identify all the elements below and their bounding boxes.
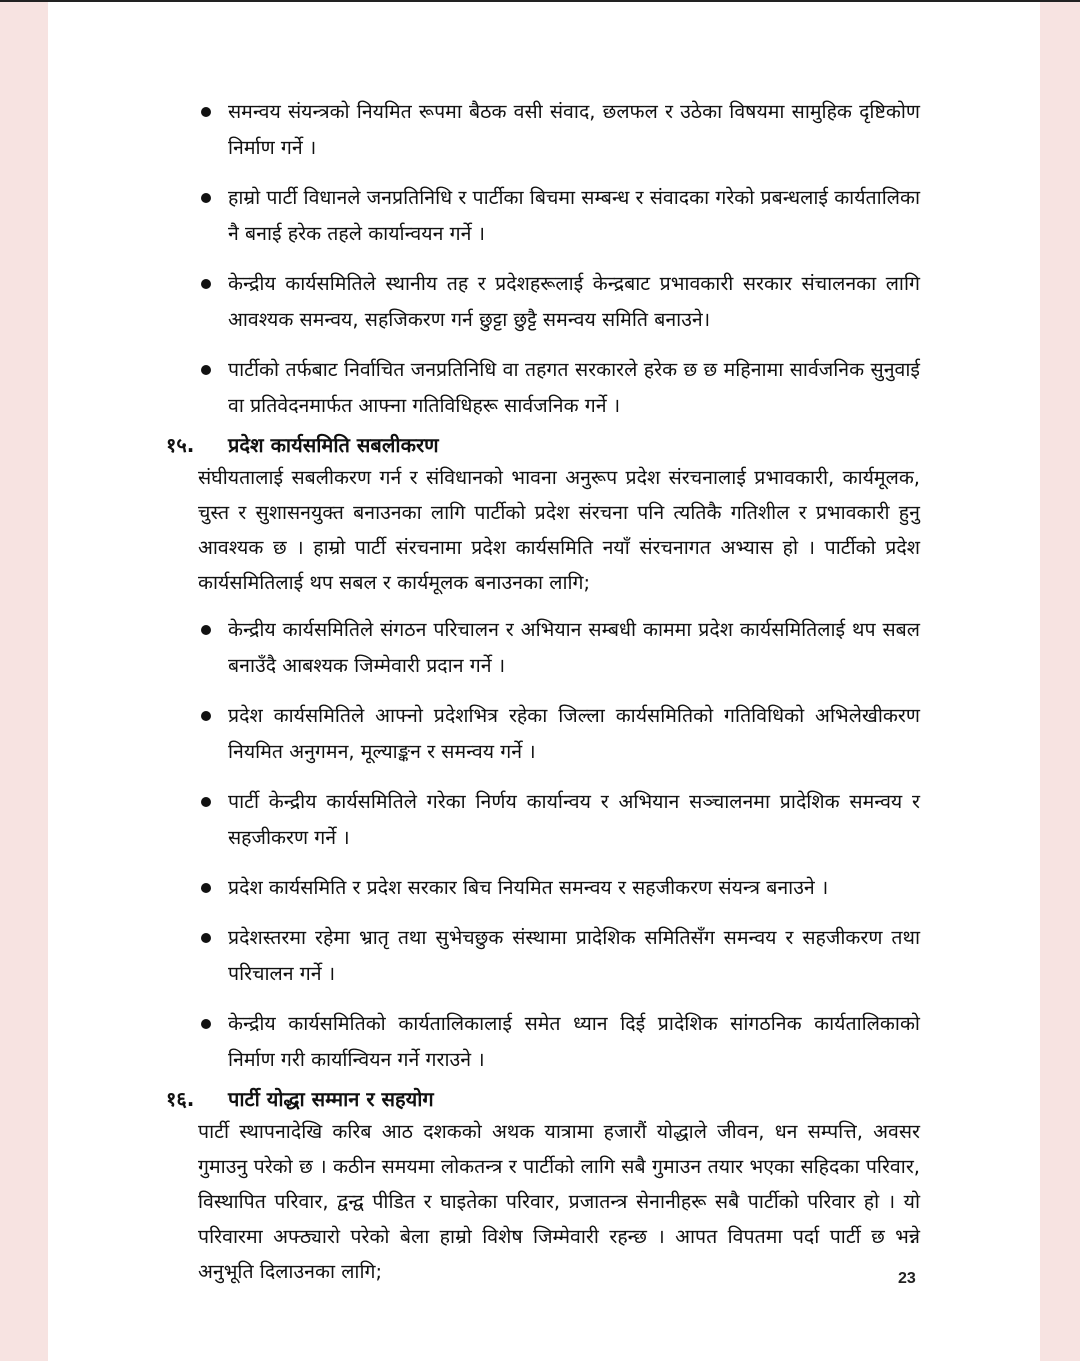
list-item-text: केन्द्रीय कार्यसमितिले स्थानीय तह र प्रदेशहरूलाई केन्द्रबाट प्रभावकारी सरकार संचालनका लागि आवश्यक समन्वय, सहजिकरण गर्न छुट्टा छुट्टै समन्वय समिति बनाउने।: [228, 272, 920, 331]
section-number: १६.: [166, 1087, 195, 1111]
list-item: [198, 612, 920, 684]
list-item: [198, 870, 920, 906]
list-item: [198, 180, 920, 252]
bullet-icon: [201, 625, 211, 635]
list-item-text: केन्द्रीय कार्यसमितिको कार्यतालिकालाई समेत ध्यान दिई प्रादेशिक सांगठनिक कार्यतालिकाको निर्माण गरी कार्यान्वियन गर्ने गराउने ।: [228, 1012, 920, 1071]
list-item-text: प्रदेश कार्यसमिति र प्रदेश सरकार बिच नियमित समन्वय र सहजीकरण संयन्त्र बनाउने ।: [228, 876, 829, 899]
section-15-bullet-list: [198, 612, 920, 1078]
bullet-icon: [201, 1019, 211, 1029]
bullet-icon: [201, 193, 211, 203]
bullet-icon: [201, 883, 211, 893]
list-item: [198, 698, 920, 770]
list-item: [198, 784, 920, 856]
bullet-icon: [201, 711, 211, 721]
list-item: [198, 266, 920, 338]
section-title: प्रदेश कार्यसमिति सबलीकरण: [228, 433, 439, 457]
page-content: [166, 94, 921, 1301]
bullet-icon: [201, 933, 211, 943]
list-item: [198, 94, 920, 166]
section-number: १५.: [166, 433, 195, 457]
bullet-icon: [201, 279, 211, 289]
section-title: पार्टी योद्धा सम्मान र सहयोग: [228, 1087, 434, 1111]
list-item-text: समन्वय संयन्त्रको नियमित रूपमा बैठक वसी संवाद, छलफल र उठेका विषयमा सामुहिक दृष्टिकोण निर्माण गर्ने ।: [228, 100, 920, 159]
document-page: [48, 2, 1040, 1361]
list-item-text: प्रदेशस्तरमा रहेमा भ्रातृ तथा सुभेचछुक संस्थामा प्रादेशिक समितिसँग समन्वय र सहजीकरण तथा परिचालन गर्ने ।: [228, 926, 920, 985]
list-item-text: प्रदेश कार्यसमितिले आफ्नो प्रदेशभित्र रहेका जिल्ला कार्यसमितिको गतिविधिको अभिलेखीकरण नियमित अनुगमन, मूल्याङ्कन र समन्वय गर्ने ।: [228, 704, 920, 763]
section-15-paragraph: संघीयतालाई सबलीकरण गर्न र संविधानको भावना अनुरूप प्रदेश संरचनालाई प्रभावकारी, कार्यमूलक, चुस्त र सुशासनयुक्त बनाउनका लागि पार्टीको प्रदेश संरचना पनि त्यतिकै गतिशील र प्रभावकारी हुनु आवश्यक छ । हाम्रो पार्टी संरचनामा प्रदेश कार्यसमिति नयाँ संरचनागत अभ्यास हो । पार्टीको प्रदेश कार्यसमितिलाई थप सबल र कार्यमूलक बनाउनका लागि;: [198, 466, 920, 594]
list-item-text: पार्टीको तर्फबाट निर्वाचित जनप्रतिनिधि वा तहगत सरकारले हरेक छ छ महिनामा सार्वजनिक सुनुवाई वा प्रतिवेदनमार्फत आफ्ना गतिविधिहरू सार्वजनिक गर्ने ।: [228, 358, 920, 417]
list-item: [198, 352, 920, 424]
list-item-text: पार्टी केन्द्रीय कार्यसमितिले गरेका निर्णय कार्यान्वय र अभियान सञ्चालनमा प्रादेशिक समन्वय र सहजीकरण गर्ने ।: [228, 790, 920, 849]
bullet-icon: [201, 107, 211, 117]
section-15-heading: [166, 430, 920, 460]
list-item: [198, 920, 920, 992]
list-item-text: हाम्रो पार्टी विधानले जनप्रतिनिधि र पार्टीका बिचमा सम्बन्ध र संवादका गरेको प्रबन्धलाई कार्यतालिका नै बनाई हरेक तहले कार्यान्वयन गर्ने ।: [228, 186, 920, 245]
list-item: [198, 1006, 920, 1078]
intro-bullet-list: [198, 94, 920, 424]
bullet-icon: [201, 797, 211, 807]
page-number: 23: [898, 1270, 916, 1287]
bullet-icon: [201, 365, 211, 375]
section-16-paragraph: पार्टी स्थापनादेखि करिब आठ दशकको अथक यात्रामा हजारौं योद्धाले जीवन, धन सम्पत्ति, अवसर गुमाउनु परेको छ । कठीन समयमा लोकतन्त्र र पार्टीको लागि सबै गुमाउन तयार भएका सहिदका परिवार, विस्थापित परिवार, द्वन्द्व पीडित र घाइतेका परिवार, प्रजातन्त्र सेनानीहरू सबै पार्टीको परिवार हो । यो परिवारमा अफ्ठ्यारो परेको बेला हाम्रो विशेष जिम्मेवारी रहन्छ । आपत विपतमा पर्दा पार्टी छ भन्ने अनुभूति दिलाउनका लागि;: [198, 1120, 921, 1283]
list-item-text: केन्द्रीय कार्यसमितिले संगठन परिचालन र अभियान सम्बधी काममा प्रदेश कार्यसमितिलाई थप सबल बनाउँदै आबश्यक जिम्मेवारी प्रदान गर्ने ।: [228, 618, 920, 677]
section-16-heading: [166, 1084, 920, 1114]
